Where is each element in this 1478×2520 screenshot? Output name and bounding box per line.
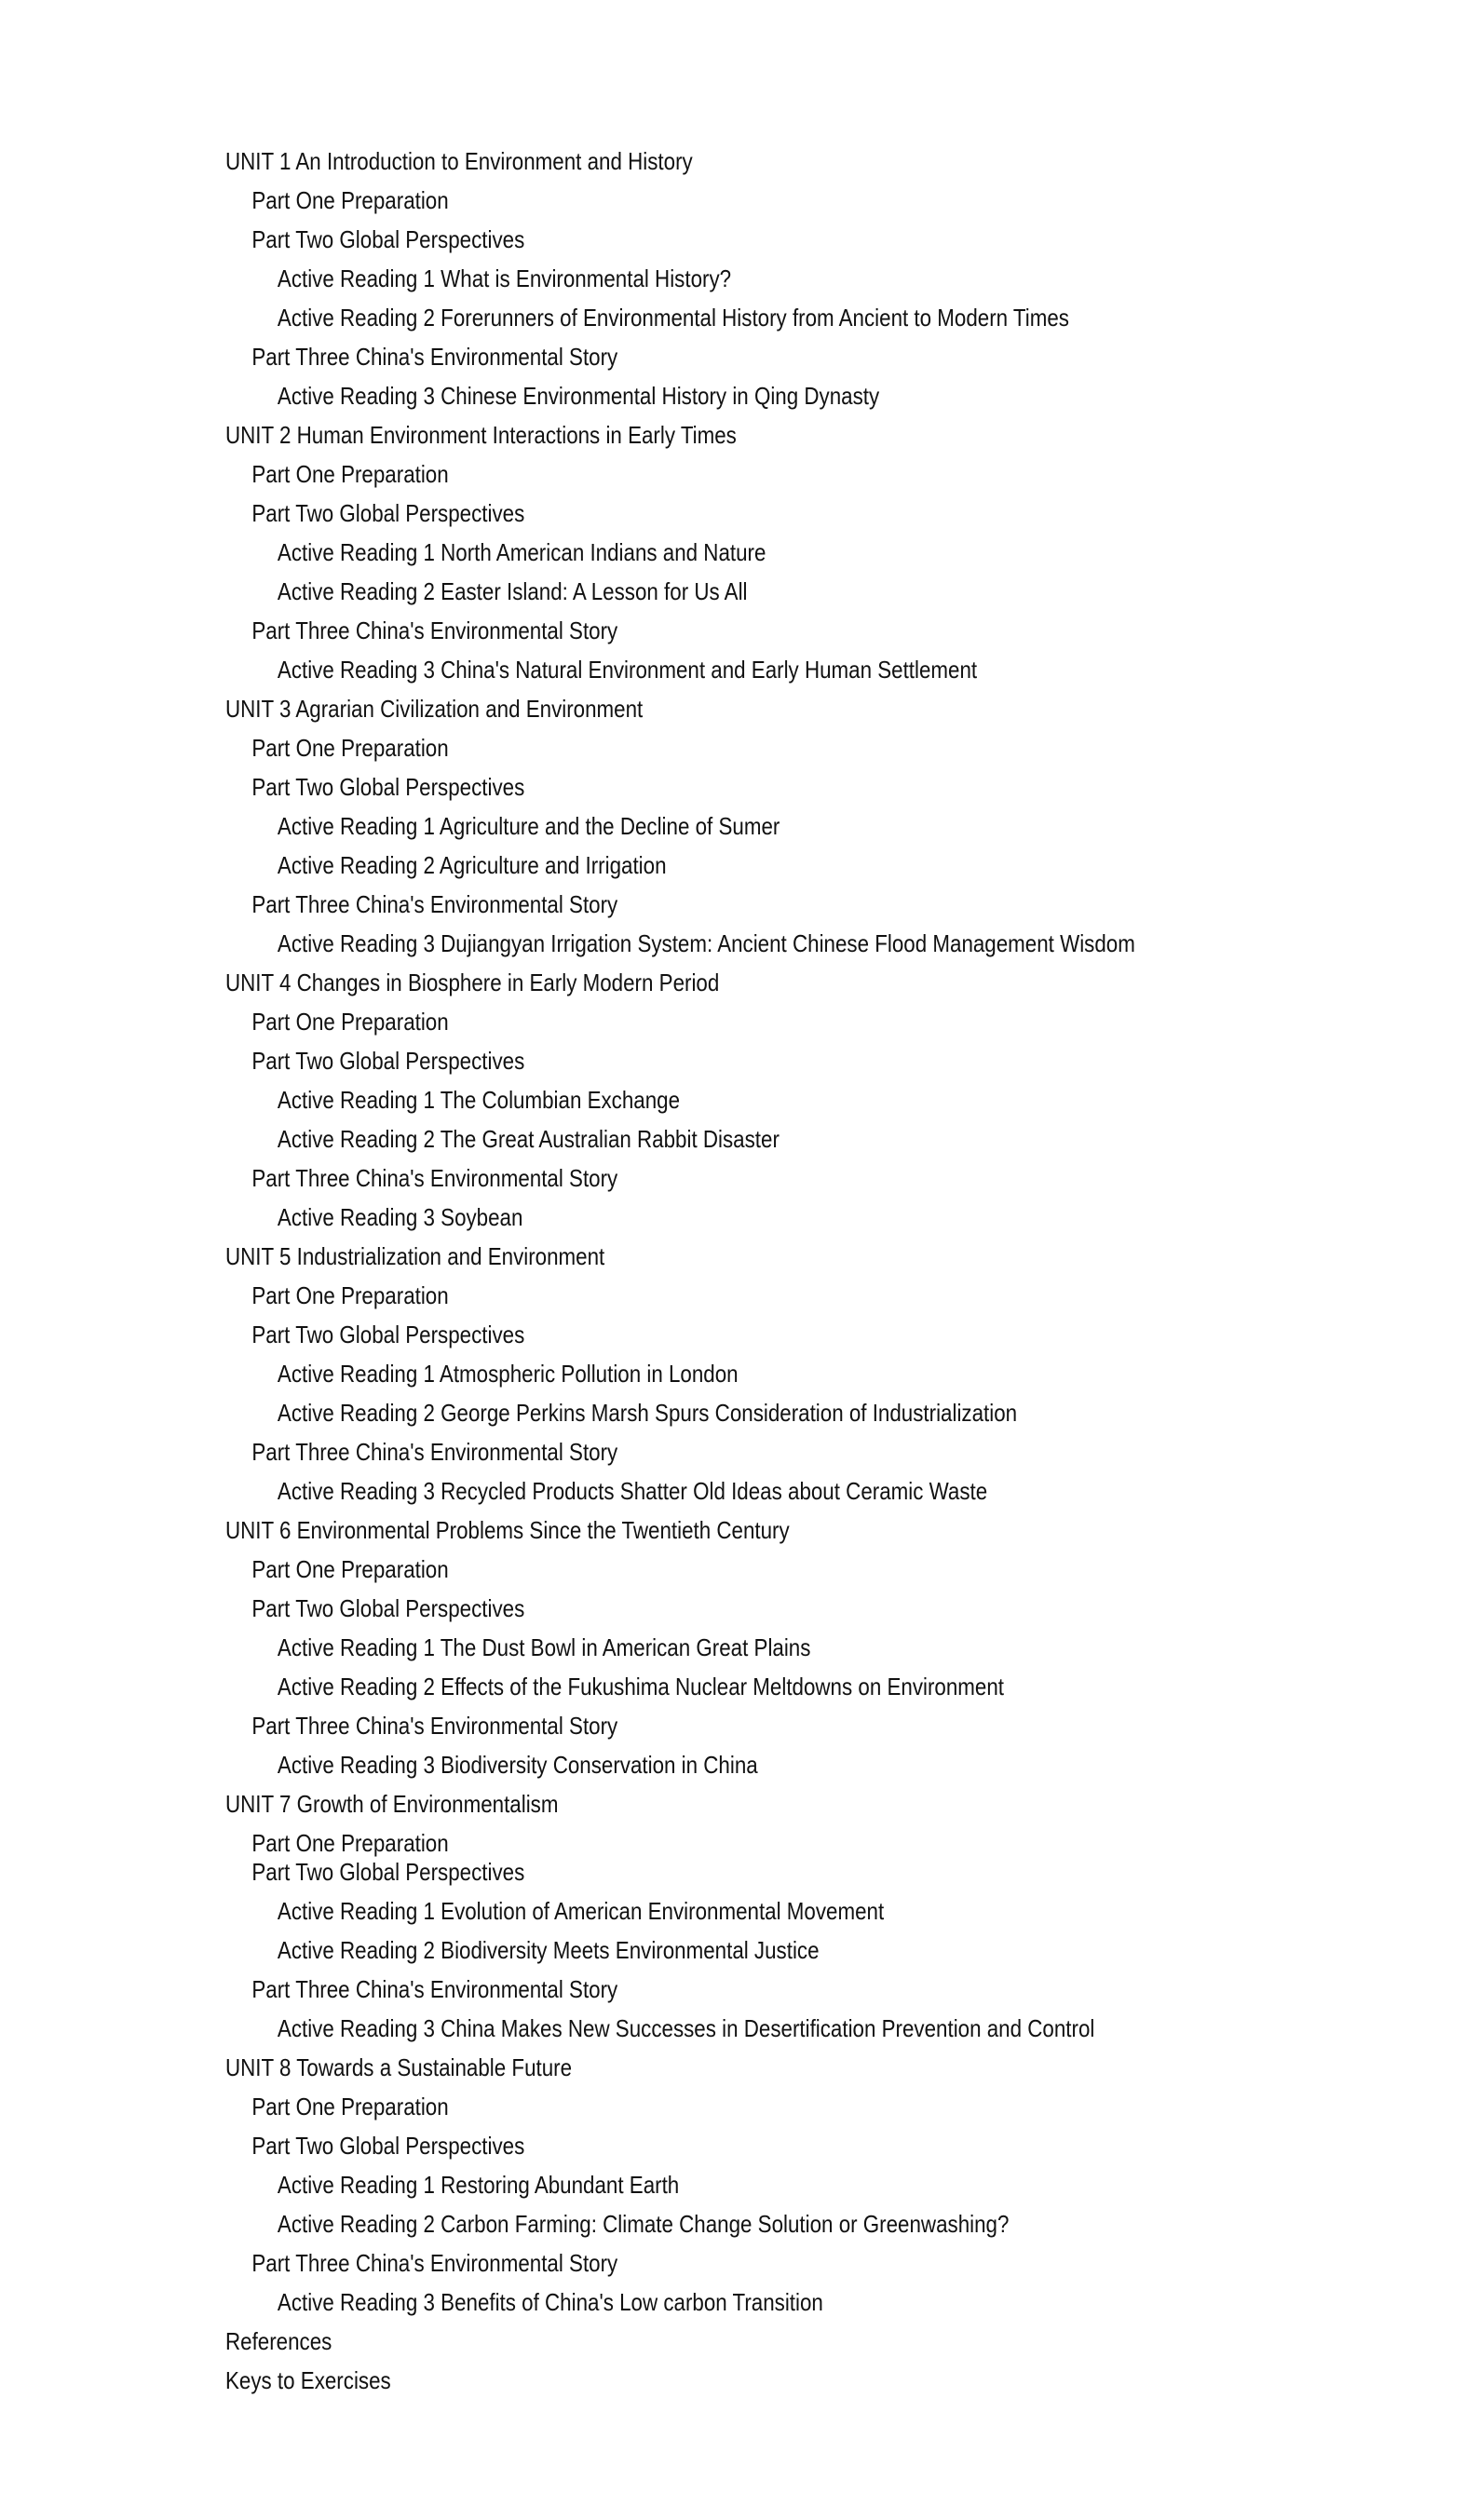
toc-reading-entry: Active Reading 2 Agriculture and Irrigation <box>277 851 667 879</box>
toc-part-entry: Part One Preparation <box>251 186 449 214</box>
toc-part-entry: Part Three China's Environmental Story <box>251 343 618 371</box>
toc-reading-entry: Active Reading 3 Recycled Products Shatter Old Ideas about Ceramic Waste <box>277 1477 988 1505</box>
toc-unit-entry: UNIT 8 Towards a Sustainable Future <box>225 2053 573 2081</box>
toc-part-entry: Part Three China's Environmental Story <box>251 1164 618 1192</box>
toc-part-entry: Part One Preparation <box>251 2093 449 2120</box>
toc-reading-entry: Active Reading 2 Easter Island: A Lesson for Us All <box>277 577 748 605</box>
toc-reading-entry: Active Reading 1 The Dust Bowl in American Great Plains <box>277 1633 811 1661</box>
toc-reading-entry: Active Reading 1 The Columbian Exchange <box>277 1086 681 1114</box>
toc-part-entry: Part Three China's Environmental Story <box>251 1975 618 2003</box>
toc-reading-entry: Active Reading 2 Forerunners of Environmental History from Ancient to Modern Times <box>277 304 1069 332</box>
toc-unit-entry: UNIT 4 Changes in Biosphere in Early Modern Period <box>225 969 720 996</box>
toc-part-entry: Part Two Global Perspectives <box>251 1321 525 1348</box>
toc-unit-entry: References <box>225 2327 332 2355</box>
toc-reading-entry: Active Reading 3 Chinese Environmental History in Qing Dynasty <box>277 382 880 410</box>
toc-part-entry: Part Two Global Perspectives <box>251 2132 525 2160</box>
toc-reading-entry: Active Reading 1 Evolution of American Environmental Movement <box>277 1897 885 1925</box>
toc-reading-entry: Active Reading 2 Effects of the Fukushima Nuclear Meltdowns on Environment <box>277 1673 1005 1700</box>
toc-unit-entry: UNIT 5 Industrialization and Environment <box>225 1242 605 1270</box>
toc-reading-entry: Active Reading 1 Atmospheric Pollution in London <box>277 1360 739 1388</box>
toc-part-entry: Part Three China's Environmental Story <box>251 2249 618 2277</box>
toc-reading-entry: Active Reading 3 Dujiangyan Irrigation System: Ancient Chinese Flood Management Wisdom <box>277 929 1135 957</box>
toc-part-entry: Part One Preparation <box>251 734 449 762</box>
toc-part-entry: Part One Preparation <box>251 1829 449 1857</box>
toc-part-entry: Part Three China's Environmental Story <box>251 1438 618 1466</box>
toc-reading-entry: Active Reading 3 Benefits of China's Low carbon Transition <box>277 2288 823 2316</box>
toc-reading-entry: Active Reading 3 China's Natural Environment and Early Human Settlement <box>277 656 978 684</box>
toc-unit-entry: UNIT 2 Human Environment Interactions in Early Times <box>225 421 737 449</box>
toc-part-entry: Part One Preparation <box>251 1281 449 1309</box>
toc-part-entry: Part Two Global Perspectives <box>251 225 525 253</box>
toc-part-entry: Part Two Global Perspectives <box>251 1594 525 1622</box>
toc-part-entry: Part One Preparation <box>251 1008 449 1036</box>
toc-reading-entry: Active Reading 3 Biodiversity Conservation in China <box>277 1751 758 1779</box>
toc-unit-entry: UNIT 3 Agrarian Civilization and Environment <box>225 695 644 723</box>
table-of-contents <box>225 142 1283 2400</box>
toc-reading-entry: Active Reading 2 The Great Australian Rabbit Disaster <box>277 1125 780 1153</box>
toc-reading-entry: Active Reading 1 Agriculture and the Decline of Sumer <box>277 812 780 840</box>
toc-part-entry: Part Three China's Environmental Story <box>251 890 618 918</box>
toc-part-entry: Part Two Global Perspectives <box>251 1858 525 1886</box>
toc-reading-entry: Active Reading 2 Biodiversity Meets Environmental Justice <box>277 1936 820 1964</box>
toc-part-entry: Part One Preparation <box>251 460 449 488</box>
toc-reading-entry: Active Reading 3 China Makes New Successes in Desertification Prevention and Control <box>277 2014 1095 2042</box>
toc-part-entry: Part Three China's Environmental Story <box>251 616 618 644</box>
toc-reading-entry: Active Reading 3 Soybean <box>277 1203 523 1231</box>
toc-unit-entry: UNIT 7 Growth of Environmentalism <box>225 1790 559 1818</box>
toc-reading-entry: Active Reading 1 North American Indians and Nature <box>277 538 766 566</box>
toc-part-entry: Part Two Global Perspectives <box>251 1047 525 1075</box>
toc-reading-entry: Active Reading 2 Carbon Farming: Climate Change Solution or Greenwashing? <box>277 2210 1010 2238</box>
toc-reading-entry: Active Reading 2 George Perkins Marsh Spurs Consideration of Industrialization <box>277 1399 1018 1427</box>
toc-unit-entry: UNIT 6 Environmental Problems Since the Twentieth Century <box>225 1516 790 1544</box>
toc-unit-entry: UNIT 1 An Introduction to Environment and History <box>225 147 693 175</box>
toc-part-entry: Part One Preparation <box>251 1555 449 1583</box>
toc-unit-entry: Keys to Exercises <box>225 2366 391 2394</box>
toc-part-entry: Part Three China's Environmental Story <box>251 1712 618 1740</box>
toc-part-entry: Part Two Global Perspectives <box>251 499 525 527</box>
toc-reading-entry: Active Reading 1 Restoring Abundant Earth <box>277 2171 680 2199</box>
toc-reading-entry: Active Reading 1 What is Environmental History? <box>277 264 732 292</box>
toc-part-entry: Part Two Global Perspectives <box>251 773 525 801</box>
